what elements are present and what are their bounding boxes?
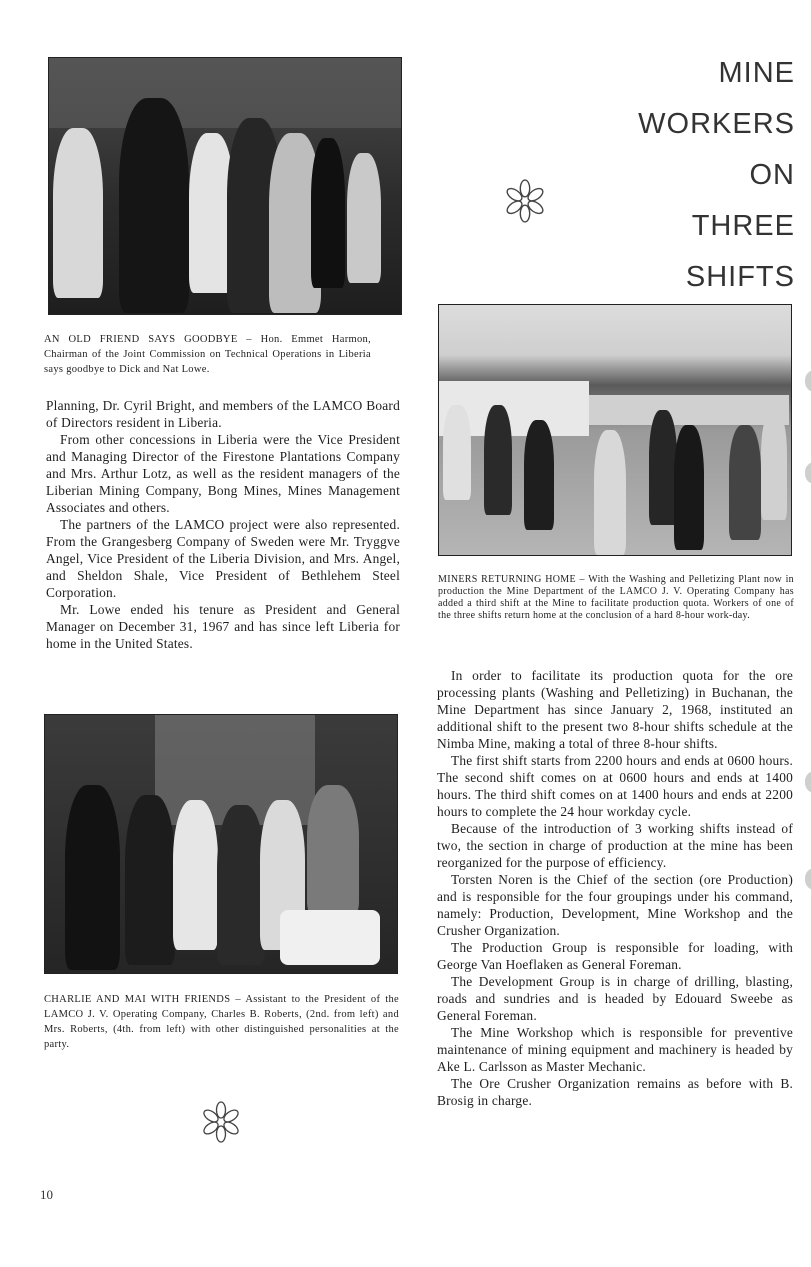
photo-miners-returning-home <box>438 304 792 556</box>
title-line: THREE <box>691 210 795 242</box>
paragraph: The Mine Workshop which is responsible for preventive maintenance of mining equipment and machinery is headed by Ake L. Carlsson as Master Mechanic. <box>437 1025 793 1074</box>
paragraph: The Development Group is in charge of drilling, blasting, roads and sundries and is headed by Edouard Sweebe as General Foreman. <box>437 974 793 1023</box>
paragraph: The Production Group is responsible for loading, with George Van Hoeflaken as General Foreman. <box>437 940 793 972</box>
title-line: MINE <box>718 57 795 89</box>
flower-ornament-icon <box>505 178 545 224</box>
caption-miners-returning-home: MINERS RETURNING HOME – With the Washing and Pelletizing Plant now in production the Mine Department of the LAMCO J. V. Operating Company has added a third shift at the Mine to facilitate production quota. Workers of one of the three shifts return home at the conclusion of a hard 8-hour work-day. <box>438 574 794 621</box>
title-line: SHIFTS <box>685 261 795 293</box>
paragraph: Because of the introduction of 3 working shifts instead of two, the section in charge of production at the mine has been reorganized for the purpose of efficiency. <box>437 821 793 870</box>
paragraph: Mr. Lowe ended his tenure as President and General Manager on December 31, 1967 and has since left Liberia for home in the United States. <box>46 602 400 651</box>
paragraph: In order to facilitate its production quota for the ore processing plants (Washing and Pelletizing) in Buchanan, the Mine Department has since January 2, 1968, instituted an additional shift to the present two 8-hour shifts schedule at the Nimba Mine, making a total of three 8-hour shifts. <box>437 668 793 751</box>
paragraph: The first shift starts from 2200 hours and ends at 0600 hours. The second shift comes on at 0600 hours and ends at 1400 hours. The third shift comes on at 1400 hours and ends at 2200 hours to complete the 24 hour workday cycle. <box>437 753 793 819</box>
left-column-text <box>46 397 400 652</box>
paragraph: Planning, Dr. Cyril Bright, and members of the LAMCO Board of Directors resident in Liberia. <box>46 398 400 430</box>
title-line: WORKERS <box>638 108 795 140</box>
binder-hole-mark <box>805 370 811 392</box>
caption-goodbye: AN OLD FRIEND SAYS GOODBYE – Hon. Emmet Harmon, Chairman of the Joint Commission on Technical Operations in Liberia says goodbye to Dick and Nat Lowe. <box>44 334 371 375</box>
paragraph: The Ore Crusher Organization remains as before with B. Brosig in charge. <box>437 1076 793 1108</box>
paragraph: Torsten Noren is the Chief of the section (ore Production) and is responsible for the four groupings under his command, namely: Production, Development, Mine Workshop and the Crusher Organization. <box>437 872 793 938</box>
caption-charlie-and-mai: CHARLIE AND MAI WITH FRIENDS – Assistant to the President of the LAMCO J. V. Operating Company, Charles B. Roberts, (2nd. from left) and Mrs. Roberts, (4th. from left) with other distinguished personalities at the party. <box>44 994 399 1050</box>
title-line: ON <box>749 159 795 191</box>
paragraph: From other concessions in Liberia were the Vice President and Managing Director of the Firestone Plantations Company and Mrs. Arthur Lotz, as well as the resident managers of the Liberian Mining Company, Bong Mines, Mines Management Associates and others. <box>46 432 400 515</box>
right-column-text <box>437 667 793 1109</box>
binder-hole-mark <box>805 868 811 890</box>
page-number: 10 <box>40 1187 53 1202</box>
flower-ornament-icon <box>203 1100 239 1144</box>
binder-hole-mark <box>805 462 811 484</box>
paragraph: The partners of the LAMCO project were also represented. From the Grangesberg Company of Sweden were Mr. Tryggve Angel, Vice President of the Liberia Division, and Mrs. Angel, and Sheldon Shale, Vice President of Bethlehem Steel Corporation. <box>46 517 400 600</box>
article-title <box>638 48 795 303</box>
binder-hole-mark <box>805 771 811 793</box>
photo-goodbye <box>48 57 402 315</box>
photo-charlie-and-mai <box>44 714 398 974</box>
